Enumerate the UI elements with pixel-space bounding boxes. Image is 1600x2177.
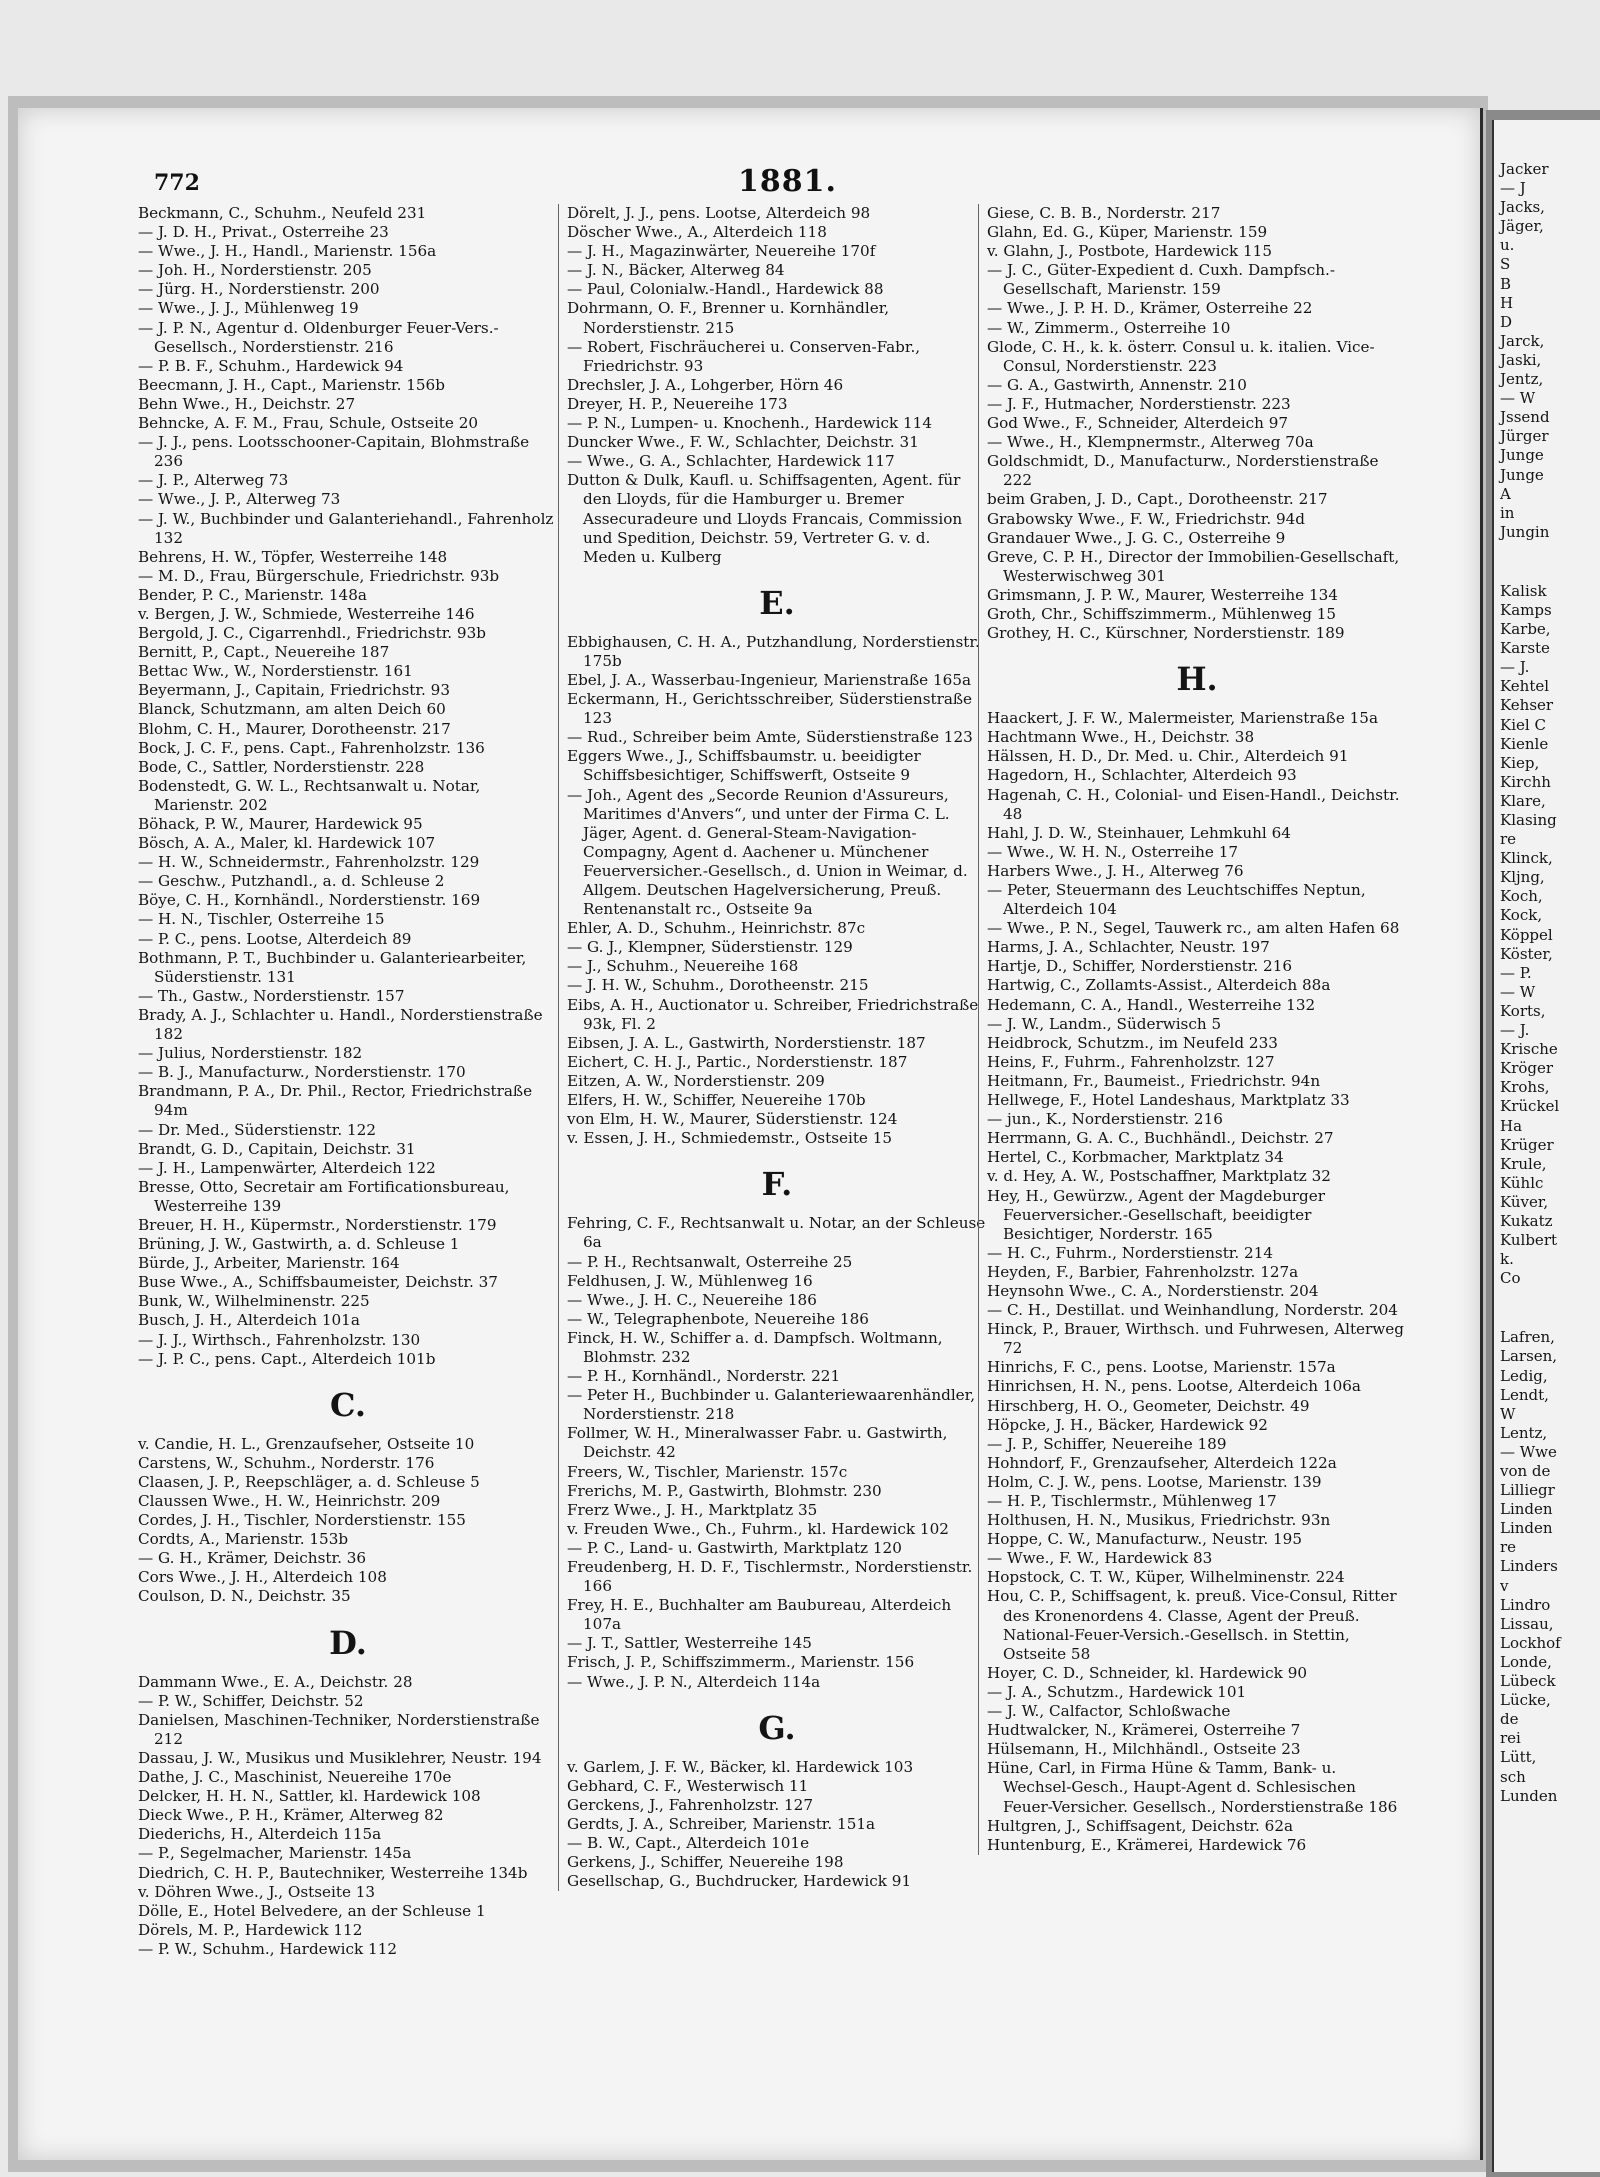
directory-entry: Beckmann, C., Schuhm., Neufeld 231 (138, 204, 427, 222)
directory-entry: Bettac Ww., W., Norderstienstr. 161 (138, 662, 413, 681)
directory-entry: — P. C., pens. Lootse, Alterdeich 89 (138, 929, 412, 948)
adjacent-page-text: H (1500, 293, 1514, 312)
directory-entry: Holthusen, H. N., Musikus, Friedrichstr. 93n (987, 1511, 1331, 1530)
directory-entry: beim Graben, J. D., Capt., Dorotheenstr. 217 (987, 490, 1328, 509)
directory-entry: Diederichs, H., Alterdeich 115a (138, 1825, 382, 1844)
directory-entry: — Wwe., W. H. N., Osterreihe 17 (987, 842, 1239, 861)
section-letter-heading: D. (329, 1623, 367, 1662)
directory-entry: v. Freuden Wwe., Ch., Fuhrm., kl. Hardewick 102 (567, 1519, 949, 1538)
section-letter-heading: E. (759, 583, 795, 622)
adjacent-page-text: — W (1500, 389, 1536, 408)
directory-entry: — Wwe., J. H. C., Neuereihe 186 (567, 1290, 817, 1309)
adjacent-page-text: Karbe, (1500, 620, 1551, 639)
directory-entry: — Joh., Agent des „Secorde Reunion d'Assureurs, Maritimes d'Anvers“, und unter der Firma C. L. Jäger, Agent. d. General-Steam-Navigation-Compagny, Agent d. Aachener u. Münchener Feuerversicher.-Gesellsch., d. Union in Weimar, d. Allgem. Deutschen Hagelversicherung, Preuß. Rentenanstalt rc., Ostseite 9a (567, 785, 968, 919)
directory-entry: — H. P., Tischlermstr., Mühlenweg 17 (987, 1492, 1277, 1510)
directory-entry: Heynsohn Wwe., C. A., Norderstienstr. 204 (987, 1281, 1319, 1300)
directory-entry: — P. C., Land- u. Gastwirth, Marktplatz 120 (567, 1538, 902, 1557)
adjacent-page-text: Kehtel (1500, 677, 1550, 696)
directory-entry: Beyermann, J., Capitain, Friedrichstr. 93 (138, 681, 450, 700)
directory-entry: Heins, F., Fuhrm., Fahrenholzstr. 127 (987, 1052, 1275, 1071)
directory-entry: — H. C., Fuhrm., Norderstienstr. 214 (987, 1243, 1274, 1262)
directory-entry: Hinrichs, F. C., pens. Lootse, Marienstr. 157a (987, 1358, 1336, 1377)
directory-entry: Brady, A. J., Schlachter u. Handl., Norderstienstraße 182 (138, 1005, 543, 1044)
directory-entry: Cordes, J. H., Tischler, Norderstienstr. 155 (138, 1511, 466, 1530)
adjacent-page-text: Klinck, (1500, 849, 1553, 868)
directory-entry: Hoyer, C. D., Schneider, kl. Hardewick 90 (987, 1663, 1308, 1682)
directory-entry: Hohndorf, F., Grenzaufseher, Alterdeich 122a (987, 1453, 1337, 1472)
directory-entry: — G. A., Gastwirth, Annenstr. 210 (987, 375, 1247, 394)
directory-entry: v. Bergen, J. W., Schmiede, Westerreihe 146 (138, 604, 475, 623)
directory-entry: Giese, C. B. B., Norderstr. 217 (987, 204, 1221, 222)
directory-entry: — Geschw., Putzhandl., a. d. Schleuse 2 (138, 872, 445, 891)
adjacent-page-text: Kühlc (1500, 1173, 1544, 1192)
year-heading: 1881. (738, 164, 837, 199)
directory-entry: Drechsler, J. A., Lohgerber, Hörn 46 (567, 375, 844, 394)
directory-entry: Hagedorn, H., Schlachter, Alterdeich 93 (987, 766, 1297, 785)
directory-entry: Hachtmann Wwe., H., Deichstr. 38 (987, 728, 1255, 747)
adjacent-page-text: Junge (1500, 465, 1544, 484)
directory-entry: Hoppe, C. W., Manufacturw., Neustr. 195 (987, 1530, 1303, 1549)
adjacent-page-text: Lütt, (1500, 1748, 1537, 1767)
directory-entry: Blanck, Schutzmann, am alten Deich 60 (138, 700, 446, 719)
directory-entry: Diedrich, C. H. P., Bautechniker, Westerreihe 134b (138, 1863, 528, 1882)
directory-entry: Grothey, H. C., Kürschner, Norderstienstr. 189 (987, 624, 1345, 643)
directory-entry: Hälssen, H. D., Dr. Med. u. Chir., Alterdeich 91 (987, 747, 1349, 766)
directory-entry: v. Garlem, J. F. W., Bäcker, kl. Hardewick 103 (567, 1757, 914, 1776)
directory-entry: — J. W., Buchbinder und Galanteriehandl., Fahrenholz 132 (138, 509, 554, 547)
adjacent-page-text: Lockhof (1500, 1633, 1561, 1652)
directory-entry: Glode, C. H., k. k. österr. Consul u. k. italien. Vice-Consul, Norderstienstr. 223 (987, 337, 1375, 375)
directory-entry: Dörels, M. P., Hardewick 112 (138, 1920, 363, 1939)
directory-entry: Heyden, F., Barbier, Fahrenholzstr. 127a (987, 1262, 1299, 1281)
adjacent-page-text: Ha (1500, 1116, 1523, 1135)
directory-entry: Herrmann, G. A. C., Buchhändl., Deichstr. 27 (987, 1129, 1334, 1148)
directory-entry: Frerz Wwe., J. H., Marktplatz 35 (567, 1500, 818, 1519)
section-letter-heading: H. (1176, 660, 1218, 699)
directory-entry: — C. H., Destillat. und Weinhandlung, Norderstr. 204 (987, 1301, 1398, 1320)
adjacent-page-text: Karste (1500, 639, 1550, 658)
directory-entry: Gerdts, J. A., Schreiber, Marienstr. 151a (567, 1814, 876, 1833)
directory-entry: v. Candie, H. L., Grenzaufseher, Ostseite 10 (138, 1434, 475, 1453)
directory-entry: — J. P. N., Agentur d. Oldenburger Feuer-Vers.-Gesellsch., Norderstienstr. 216 (138, 318, 499, 356)
adjacent-page-text: Lübeck (1500, 1672, 1556, 1691)
adjacent-page-text: Larsen, (1500, 1347, 1558, 1366)
adjacent-page-text: v (1500, 1576, 1509, 1595)
adjacent-page-text: Lissau, (1500, 1614, 1554, 1633)
directory-entry: Hinck, P., Brauer, Wirthsch. und Fuhrwesen, Alterweg 72 (987, 1320, 1405, 1358)
directory-entry: Hartwig, C., Zollamts-Assist., Alterdeich 88a (987, 976, 1331, 995)
directory-entry: Behncke, A. F. M., Frau, Schule, Ostseite 20 (138, 414, 479, 433)
directory-entry: Bender, P. C., Marienstr. 148a (138, 585, 367, 604)
directory-entry: Eitzen, A. W., Norderstienstr. 209 (567, 1071, 825, 1090)
adjacent-page-text: Jürger (1500, 427, 1549, 446)
directory-entry: Goldschmidt, D., Manufacturw., Norderstienstraße 222 (987, 452, 1379, 490)
directory-entry: Holm, C. J. W., pens. Lootse, Marienstr. 139 (987, 1472, 1322, 1491)
directory-entry: Carstens, W., Schuhm., Norderstr. 176 (138, 1453, 435, 1472)
directory-entry: Dassau, J. W., Musikus und Musiklehrer, Neustr. 194 (138, 1748, 542, 1767)
adjacent-page-text: de (1500, 1710, 1519, 1729)
directory-entry: Grabowsky Wwe., F. W., Friedrichstr. 94d (987, 509, 1306, 528)
directory-entry: — Th., Gastw., Norderstienstr. 157 (138, 986, 405, 1005)
directory-entry: Hou, C. P., Schiffsagent, k. preuß. Vice-Consul, Ritter des Kronenordens 4. Classe, Agent der Preuß. National-Feuer-Versich.-Gesellsch. in Stettin, Ostseite 58 (987, 1587, 1397, 1663)
directory-entry: — M. D., Frau, Bürgerschule, Friedrichstr. 93b (138, 566, 500, 585)
directory-entry: Claussen Wwe., H. W., Heinrichstr. 209 (138, 1492, 441, 1510)
adjacent-page-text: — W (1500, 982, 1536, 1001)
directory-entry: Eggers Wwe., J., Schiffsbaumstr. u. beeidigter Schiffsbesichtiger, Schiffswerft, Ostseite 9 (567, 747, 921, 785)
adjacent-page-text: Jentz, (1500, 370, 1544, 389)
adjacent-page-text: rei (1500, 1729, 1521, 1748)
directory-entry: Hertel, C., Korbmacher, Marktplatz 34 (987, 1148, 1284, 1167)
adjacent-page-text: Kulbert (1500, 1231, 1558, 1250)
directory-entry: — J. W., Landm., Süderwisch 5 (987, 1014, 1222, 1033)
directory-entry: — Robert, Fischräucherei u. Conserven-Fabr., Friedrichstr. 93 (567, 337, 921, 375)
adjacent-page-text: Kiel C (1500, 715, 1546, 734)
directory-entry: Frey, H. E., Buchhalter am Baubureau, Alterdeich 107a (567, 1596, 952, 1634)
directory-entry: Grimsmann, J. P. W., Maurer, Westerreihe 134 (987, 585, 1338, 604)
adjacent-page-text: Kukatz (1500, 1211, 1553, 1230)
directory-entry: Bock, J. C. F., pens. Capt., Fahrenholzstr. 136 (138, 738, 485, 757)
fragment-gap (1494, 1288, 1600, 1328)
directory-entry: — Wwe., J. P. N., Alterdeich 114a (567, 1672, 821, 1691)
directory-entry: — B. J., Manufacturw., Norderstienstr. 170 (138, 1063, 466, 1082)
directory-entry: — Paul, Colonialw.-Handl., Hardewick 88 (567, 280, 884, 299)
directory-entry: — J. P., Schiffer, Neuereihe 189 (987, 1434, 1227, 1453)
directory-entry: Hahl, J. D. W., Steinhauer, Lehmkuhl 64 (987, 823, 1291, 842)
directory-entry: Dathe, J. C., Maschinist, Neuereihe 170e (138, 1768, 452, 1787)
directory-entry: — P., Segelmacher, Marienstr. 145a (138, 1844, 412, 1863)
directory-entry: Ebel, J. A., Wasserbau-Ingenieur, Marienstraße 165a (567, 670, 972, 689)
directory-entry: — P. B. F., Schuhm., Hardewick 94 (138, 356, 404, 375)
directory-entry: Blohm, C. H., Maurer, Dorotheenstr. 217 (138, 719, 451, 738)
adjacent-page-text: — J. (1500, 658, 1530, 677)
adjacent-page-text: Kamps (1500, 600, 1552, 619)
adjacent-page-text: Kiep, (1500, 753, 1540, 772)
adjacent-page-text: Krische (1500, 1040, 1558, 1059)
directory-entry: Danielsen, Maschinen-Techniker, Norderstienstraße 212 (138, 1710, 540, 1748)
directory-entry: Groth, Chr., Schiffszimmerm., Mühlenweg 15 (987, 604, 1337, 623)
directory-entry: Gesellschap, G., Buchdrucker, Hardewick 91 (567, 1872, 912, 1891)
adjacent-page-text: Jacks, (1500, 198, 1545, 217)
directory-entry: — G. J., Klempner, Süderstienstr. 129 (567, 938, 853, 957)
directory-entry: Cordts, A., Marienstr. 153b (138, 1530, 349, 1549)
adjacent-page-text: re (1500, 1538, 1517, 1557)
section-letter-heading: F. (761, 1165, 793, 1204)
adjacent-page-text: Krückel (1500, 1097, 1560, 1116)
directory-entry: — jun., K., Norderstienstr. 216 (987, 1110, 1223, 1129)
directory-entry: Duncker Wwe., F. W., Schlachter, Deichstr. 31 (567, 433, 919, 452)
adjacent-page-text: Klasing (1500, 811, 1557, 829)
directory-entry: Hudtwalcker, N., Krämerei, Osterreihe 7 (987, 1721, 1301, 1740)
directory-entry: Bode, C., Sattler, Norderstienstr. 228 (138, 757, 425, 776)
adjacent-page-text: S (1500, 255, 1511, 274)
directory-entry: — Wwe., J. P. H. D., Krämer, Osterreihe 22 (987, 299, 1313, 318)
directory-entry: Hirschberg, H. O., Geometer, Deichstr. 49 (987, 1396, 1310, 1415)
adjacent-page-text: Jssend (1500, 408, 1550, 427)
directory-entry: Dammann Wwe., E. A., Deichstr. 28 (138, 1672, 413, 1691)
adjacent-page-text: Lendt, (1500, 1385, 1549, 1404)
directory-entry: Grandauer Wwe., J. G. C., Osterreihe 9 (987, 528, 1286, 547)
directory-entry: von Elm, H. W., Maurer, Süderstienstr. 124 (567, 1110, 898, 1129)
directory-entry: Greve, C. P. H., Director der Immobilien-Gesellschaft, Westerwischweg 301 (987, 547, 1400, 585)
adjacent-page-text: re (1500, 830, 1517, 849)
directory-entry: Busch, J. H., Alterdeich 101a (138, 1311, 360, 1330)
directory-entry: Dreyer, H. P., Neuereihe 173 (567, 394, 788, 413)
adjacent-page-text: Kalisk (1500, 581, 1547, 600)
directory-entry: v. Döhren Wwe., J., Ostseite 13 (138, 1882, 376, 1901)
adjacent-page-text: Lafren, (1500, 1328, 1555, 1347)
directory-entry: — Dr. Med., Süderstienstr. 122 (138, 1120, 376, 1139)
adjacent-page-text: Kehser (1500, 696, 1554, 715)
directory-entry: — J. N., Bäcker, Alterweg 84 (567, 261, 785, 280)
adjacent-page-text: Jäger, (1500, 217, 1544, 236)
directory-entry: Feldhusen, J. W., Mühlenweg 16 (567, 1271, 813, 1290)
directory-entry: — J. H., Magazinwärter, Neuereihe 170f (567, 242, 876, 261)
directory-entry: Hartje, D., Schiffer, Norderstienstr. 216 (987, 957, 1293, 976)
directory-entry: — H. N., Tischler, Osterreihe 15 (138, 910, 385, 929)
directory-entry: Bunk, W., Wilhelminenstr. 225 (138, 1292, 370, 1311)
directory-entry: Coulson, D. N., Deichstr. 35 (138, 1587, 351, 1606)
directory-entry: — J. W., Calfactor, Schloßwache (987, 1702, 1231, 1721)
directory-entry: v. Essen, J. H., Schmiedemstr., Ostseite 15 (567, 1129, 893, 1148)
adjacent-page-text: Koch, (1500, 887, 1543, 906)
fragment-gap (1494, 542, 1600, 582)
directory-column-3 (978, 204, 1407, 1855)
adjacent-page-text: B (1500, 274, 1512, 293)
directory-entry: Ebbighausen, C. H. A., Putzhandlung, Norderstienstr. 175b (567, 632, 980, 670)
adjacent-page-text: Linders (1500, 1557, 1558, 1576)
adjacent-page-text: — P. (1500, 963, 1532, 982)
adjacent-page-fragment (1492, 120, 1600, 2172)
directory-column-1 (138, 204, 558, 1959)
directory-entry: Dörelt, J. J., pens. Lootse, Alterdeich 98 (567, 204, 871, 222)
adjacent-page-text: Korts, (1500, 1001, 1546, 1020)
directory-entry: Frisch, J. P., Schiffszimmerm., Marienstr. 156 (567, 1653, 915, 1672)
directory-entry: Frerichs, M. P., Gastwirth, Blohmstr. 230 (567, 1481, 882, 1500)
adjacent-page-text: Köppel (1500, 925, 1553, 944)
directory-entry: Harms, J. A., Schlachter, Neustr. 197 (987, 938, 1270, 957)
directory-entry: — P. H., Kornhändl., Norderstr. 221 (567, 1367, 841, 1386)
adjacent-page-text: Linden (1500, 1519, 1553, 1538)
directory-entry: Elfers, H. W., Schiffer, Neuereihe 170b (567, 1091, 866, 1110)
directory-entry: — Peter, Steuermann des Leuchtschiffes Neptun, Alterdeich 104 (987, 881, 1366, 919)
directory-entry: Behn Wwe., H., Deichstr. 27 (138, 394, 356, 413)
directory-entry: — Rud., Schreiber beim Amte, Süderstienstraße 123 (567, 728, 973, 747)
directory-entry: — P. H., Rechtsanwalt, Osterreihe 25 (567, 1252, 853, 1271)
directory-entry: Hedemann, C. A., Handl., Westerreihe 132 (987, 995, 1316, 1014)
directory-entry: — P. N., Lumpen- u. Knochenh., Hardewick 114 (567, 414, 933, 433)
directory-entry: Döscher Wwe., A., Alterdeich 118 (567, 223, 827, 242)
directory-entry: Höpcke, J. H., Bäcker, Hardewick 92 (987, 1415, 1268, 1434)
directory-entry: Hey, H., Gewürzw., Agent der Magdeburger Feuerversicher.-Gesellschaft, beeidigter Besichtiger, Norderstr. 165 (987, 1186, 1325, 1243)
directory-entry: Bodenstedt, G. W. L., Rechtsanwalt u. Notar, Marienstr. 202 (138, 776, 481, 814)
directory-entry: Haackert, J. F. W., Malermeister, Marienstraße 15a (987, 709, 1379, 728)
adjacent-page-text: Lindro (1500, 1595, 1551, 1614)
directory-entry: Dutton & Dulk, Kaufl. u. Schiffsagenten, Agent. für den Lloyds, für die Hamburger u. Bremer Assecuradeure und Lloyds Francais, Commission und Spedition, Deichstr. 59, Vertreter G. v. d. Meden u. Kulberg (567, 471, 963, 566)
directory-entry: Follmer, W. H., Mineralwasser Fabr. u. Gastwirth, Deichstr. 42 (567, 1424, 948, 1462)
directory-entry: — P. W., Schiffer, Deichstr. 52 (138, 1691, 364, 1710)
adjacent-page-text: Krohs, (1500, 1078, 1550, 1097)
directory-entry: — P. W., Schuhm., Hardewick 112 (138, 1939, 398, 1958)
directory-entry: Hellwege, F., Hotel Landeshaus, Marktplatz 33 (987, 1091, 1350, 1110)
directory-entry: — Wwe., P. N., Segel, Tauwerk rc., am alten Hafen 68 (987, 919, 1400, 938)
directory-entry: Hultgren, J., Schiffsagent, Deichstr. 62a (987, 1816, 1294, 1835)
adjacent-page-text: Co (1500, 1269, 1521, 1288)
directory-entry: Eichert, C. H. J., Partic., Norderstienstr. 187 (567, 1052, 908, 1071)
adjacent-page-text: sch (1500, 1767, 1526, 1786)
adjacent-page-text: Linden (1500, 1500, 1553, 1519)
directory-entry: Huntenburg, E., Krämerei, Hardewick 76 (987, 1835, 1307, 1854)
directory-entry: — J., Schuhm., Neuereihe 168 (567, 957, 799, 976)
adjacent-page-text: von de (1500, 1462, 1551, 1480)
adjacent-page-text: Klare, (1500, 791, 1546, 810)
directory-entry: Claasen, J. P., Reepschläger, a. d. Schleuse 5 (138, 1472, 480, 1491)
directory-entry: — Wwe., J. J., Mühlenweg 19 (138, 299, 359, 318)
adjacent-page-text: A (1500, 484, 1511, 503)
directory-entry: Glahn, Ed. G., Küper, Marienstr. 159 (987, 223, 1268, 242)
directory-entry: — Julius, Norderstienstr. 182 (138, 1044, 363, 1063)
directory-entry: — Jürg. H., Norderstienstr. 200 (138, 280, 380, 299)
directory-entry: — J. D. H., Privat., Osterreihe 23 (138, 223, 389, 242)
section-letter-heading: G. (758, 1708, 796, 1747)
adjacent-page-text: in (1500, 503, 1515, 522)
directory-entry: Gerkens, J., Schiffer, Neuereihe 198 (567, 1853, 844, 1872)
directory-entry: Brüning, J. W., Gastwirth, a. d. Schleuse 1 (138, 1235, 460, 1254)
directory-entry: Bernitt, P., Capt., Neuereihe 187 (138, 643, 390, 662)
adjacent-page-text: Lunden (1500, 1786, 1558, 1805)
directory-column-2 (558, 204, 987, 1891)
directory-entry: Dölle, E., Hotel Belvedere, an der Schleuse 1 (138, 1901, 486, 1920)
adjacent-page-text: Kienle (1500, 734, 1549, 753)
directory-entry: Fehring, C. F., Rechtsanwalt u. Notar, an der Schleuse 6a (567, 1214, 986, 1252)
directory-entry: — J. T., Sattler, Westerreihe 145 (567, 1634, 812, 1653)
directory-entry: Hinrichsen, H. N., pens. Lootse, Alterdeich 106a (987, 1377, 1361, 1396)
page-number: 772 (154, 170, 200, 196)
adjacent-page-text: Jungin (1500, 522, 1550, 541)
directory-entry: Eibsen, J. A. L., Gastwirth, Norderstienstr. 187 (567, 1033, 926, 1052)
adjacent-page-text: u. (1500, 236, 1515, 255)
directory-entry: — Wwe., J. H., Handl., Marienstr. 156a (138, 242, 437, 261)
adjacent-page-text: Junge (1500, 446, 1544, 465)
directory-entry: Hülsemann, H., Milchhändl., Ostseite 23 (987, 1740, 1301, 1759)
adjacent-page-text: — J. (1500, 1021, 1530, 1040)
adjacent-page-text: Krule, (1500, 1154, 1547, 1173)
directory-entry: Breuer, H. H., Küpermstr., Norderstienstr. 179 (138, 1215, 497, 1234)
adjacent-page-text: Kljng, (1500, 868, 1545, 887)
adjacent-page-text: W (1500, 1404, 1516, 1423)
directory-entry: Ehler, A. D., Schuhm., Heinrichstr. 87c (567, 919, 866, 938)
directory-entry: Heidbrock, Schutzm., im Neufeld 233 (987, 1033, 1278, 1052)
directory-entry: Hüne, Carl, in Firma Hüne & Tamm, Bank- u. Wechsel-Gesch., Haupt-Agent d. Schlesischen Feuer-Versicher. Gesellsch., Norderstienstraße 186 (987, 1759, 1398, 1816)
directory-entry: Hopstock, C. T. W., Küper, Wilhelminenstr. 224 (987, 1568, 1345, 1587)
adjacent-page-text: Köster, (1500, 944, 1553, 963)
adjacent-page-text: — Wwe (1500, 1442, 1557, 1461)
directory-entry: Bresse, Otto, Secretair am Fortificationsbureau, Westerreihe 139 (138, 1177, 510, 1215)
directory-entry: — J. H. W., Schuhm., Dorotheenstr. 215 (567, 976, 869, 995)
directory-entry: Harbers Wwe., J. H., Alterweg 76 (987, 861, 1244, 880)
directory-entry: — Wwe., G. A., Schlachter, Hardewick 117 (567, 452, 895, 471)
directory-entry: — H. W., Schneidermstr., Fahrenholzstr. 129 (138, 853, 480, 872)
adjacent-page-text: D (1500, 312, 1513, 331)
directory-entry: Bergold, J. C., Cigarrenhdl., Friedrichstr. 93b (138, 624, 486, 643)
directory-entry: Eibs, A. H., Auctionator u. Schreiber, Friedrichstraße 93k, Fl. 2 (567, 995, 979, 1033)
adjacent-page-text: Kock, (1500, 906, 1543, 925)
directory-entry: Brandt, G. D., Capitain, Deichstr. 31 (138, 1139, 416, 1158)
adjacent-page-text: Küver, (1500, 1192, 1549, 1211)
directory-entry: — W., Telegraphenbote, Neuereihe 186 (567, 1309, 869, 1328)
directory-entry: — Peter H., Buchbinder u. Galanteriewaarenhändler, Norderstienstr. 218 (567, 1386, 976, 1424)
adjacent-page-text: Kirchh (1500, 772, 1551, 791)
directory-entry: — Joh. H., Norderstienstr. 205 (138, 261, 372, 280)
directory-entry: Hagenah, C. H., Colonial- und Eisen-Handl., Deichstr. 48 (987, 785, 1400, 823)
directory-entry: — J. P., Alterweg 73 (138, 471, 289, 490)
adjacent-page-text: Lilliegr (1500, 1481, 1555, 1500)
adjacent-page-text: Ledig, (1500, 1366, 1548, 1385)
adjacent-page-text: k. (1500, 1250, 1514, 1269)
section-letter-heading: C. (329, 1385, 367, 1424)
directory-entry: Gebhard, C. F., Westerwisch 11 (567, 1776, 809, 1795)
directory-entry: v. d. Hey, A. W., Postschaffner, Marktplatz 32 (987, 1167, 1331, 1186)
directory-entry: Bürde, J., Arbeiter, Marienstr. 164 (138, 1254, 400, 1273)
directory-entry: God Wwe., F., Schneider, Alterdeich 97 (987, 414, 1289, 433)
fragment-top-spacer (1494, 120, 1600, 160)
directory-entry: Delcker, H. H. N., Sattler, kl. Hardewick 108 (138, 1787, 481, 1806)
directory-entry: — J. J., pens. Lootsschooner-Capitain, Blohmstraße 236 (138, 433, 530, 471)
adjacent-page-text: Jacker (1500, 160, 1549, 178)
directory-entry: — J. F., Hutmacher, Norderstienstr. 223 (987, 394, 1291, 413)
directory-entry: — J. H., Lampenwärter, Alterdeich 122 (138, 1158, 436, 1177)
directory-entry: — Wwe., J. P., Alterweg 73 (138, 490, 341, 509)
directory-entry: Bothmann, P. T., Buchbinder u. Galanteriearbeiter, Süderstienstr. 131 (138, 948, 527, 986)
directory-entry: v. Glahn, J., Postbote, Hardewick 115 (987, 242, 1272, 261)
directory-entry: Buse Wwe., A., Schiffsbaumeister, Deichstr. 37 (138, 1273, 498, 1292)
directory-page (18, 108, 1483, 2160)
directory-entry: Dohrmann, O. F., Brenner u. Kornhändler, Norderstienstr. 215 (567, 299, 890, 337)
directory-entry: Heitmann, Fr., Baumeist., Friedrichstr. 94n (987, 1071, 1321, 1090)
directory-entry: Dieck Wwe., P. H., Krämer, Alterweg 82 (138, 1806, 444, 1825)
adjacent-page-text: Lentz, (1500, 1423, 1548, 1442)
adjacent-page-text: — J (1500, 179, 1526, 198)
directory-entry: — Wwe., H., Klempnermstr., Alterweg 70a (987, 433, 1314, 452)
adjacent-page-text: Krüger (1500, 1135, 1554, 1154)
directory-entry: — J. P. C., pens. Capt., Alterdeich 101b (138, 1349, 436, 1368)
adjacent-page-text: Lücke, (1500, 1691, 1551, 1710)
directory-entry: Beecmann, J. H., Capt., Marienstr. 156b (138, 375, 445, 394)
directory-entry: Eckermann, H., Gerichtsschreiber, Süderstienstraße 123 (567, 690, 973, 728)
directory-entry: Freers, W., Tischler, Marienstr. 157c (567, 1462, 848, 1481)
directory-entry: Behrens, H. W., Töpfer, Westerreihe 148 (138, 547, 448, 566)
directory-entry: — Wwe., F. W., Hardewick 83 (987, 1549, 1213, 1568)
directory-entry: — B. W., Capt., Alterdeich 101e (567, 1834, 810, 1853)
adjacent-page-text: Londe, (1500, 1652, 1552, 1671)
directory-entry: Böhack, P. W., Maurer, Hardewick 95 (138, 815, 423, 833)
directory-entry: Cors Wwe., J. H., Alterdeich 108 (138, 1568, 387, 1587)
directory-entry: — W., Zimmerm., Osterreihe 10 (987, 318, 1231, 337)
directory-entry: Böye, C. H., Kornhändl., Norderstienstr. 169 (138, 891, 481, 910)
directory-entry: — J. C., Güter-Expedient d. Cuxh. Dampfsch.-Gesellschaft, Marienstr. 159 (987, 261, 1335, 299)
directory-entry: Freudenberg, H. D. F., Tischlermstr., Norderstienstr. 166 (567, 1558, 973, 1596)
directory-entry: — G. H., Krämer, Deichstr. 36 (138, 1549, 367, 1568)
adjacent-page-text: Kröger (1500, 1059, 1554, 1078)
directory-entry: — J. J., Wirthsch., Fahrenholzstr. 130 (138, 1330, 421, 1349)
directory-entry: — J. A., Schutzm., Hardewick 101 (987, 1682, 1247, 1701)
directory-entry: Finck, H. W., Schiffer a. d. Dampfsch. Woltmann, Blohmstr. 232 (567, 1328, 943, 1366)
directory-entry: Bösch, A. A., Maler, kl. Hardewick 107 (138, 834, 436, 853)
directory-entry: Gerckens, J., Fahrenholzstr. 127 (567, 1795, 813, 1814)
adjacent-page-text: Jaski, (1500, 350, 1542, 369)
adjacent-page-text: Jarck, (1500, 331, 1545, 350)
directory-entry: Brandmann, P. A., Dr. Phil., Rector, Friedrichstraße 94m (138, 1082, 533, 1120)
